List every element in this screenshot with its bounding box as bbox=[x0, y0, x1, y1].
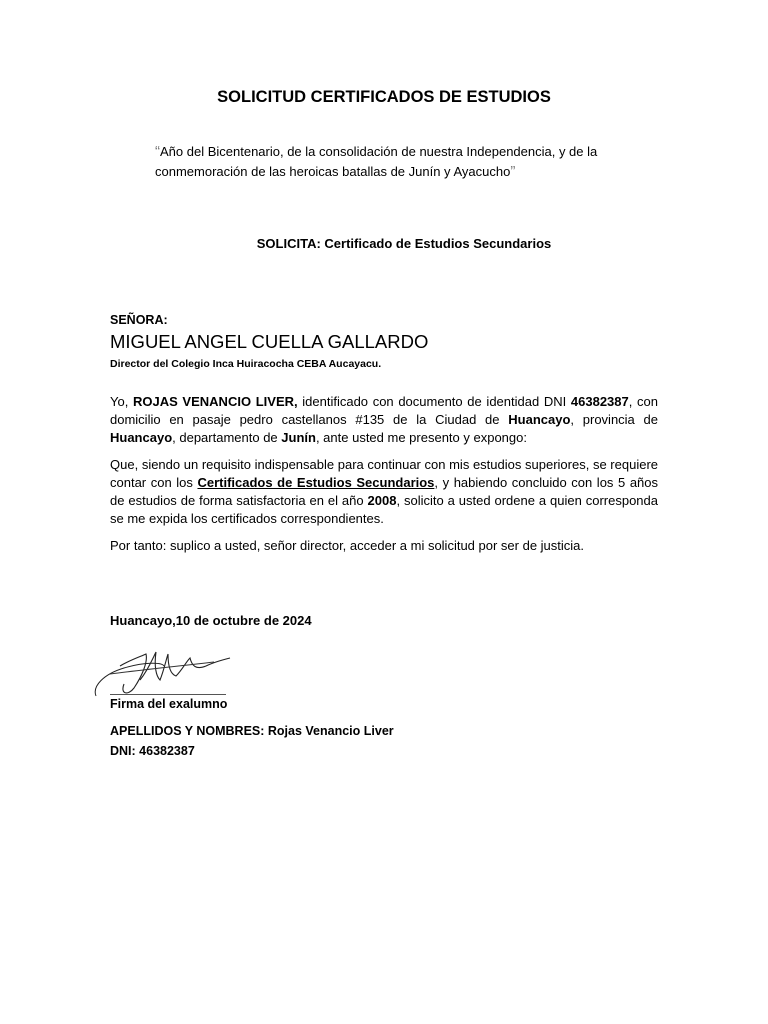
city: Huancayo bbox=[508, 412, 571, 427]
signature-stroke bbox=[140, 652, 230, 680]
signature-label: Firma del exalumno bbox=[110, 697, 228, 711]
text-segment: Yo, bbox=[110, 394, 133, 409]
motto-line-1: Año del Bicentenario, de la consolidación de nuestra Independencia, y de la bbox=[160, 144, 598, 159]
motto-line-2: conmemoración de las heroicas batallas de Junín y Ayacucho bbox=[155, 164, 511, 179]
open-quote: “ bbox=[155, 143, 160, 160]
applicant-full-name: APELLIDOS Y NOMBRES: Rojas Venancio Liver bbox=[110, 724, 394, 738]
graduation-year: 2008 bbox=[367, 493, 397, 508]
recipient-name: MIGUEL ANGEL CUELLA GALLARDO bbox=[110, 331, 429, 352]
close-quote: ” bbox=[510, 163, 516, 180]
requested-certificates: Certificados de Estudios Secundarios bbox=[197, 475, 435, 490]
paragraph-closing: Por tanto: suplico a usted, señor director, acceder a mi solicitud por ser de justicia. bbox=[110, 538, 585, 553]
text-segment: , solicito a usted ordene a quien corresponda se me expida los certificados correspondientes. bbox=[110, 493, 658, 526]
text-segment: , con domicilio en pasaje pedro castellanos #135 de la Ciudad de bbox=[110, 394, 658, 427]
applicant-dni: 46382387 bbox=[570, 394, 629, 409]
paragraph-request bbox=[110, 456, 658, 528]
applicant-name: ROJAS VENANCIO LIVER, bbox=[132, 394, 298, 409]
recipient-role: Director del Colegio Inca Huiracocha CEBA Aucayacu. bbox=[110, 358, 382, 370]
text-segment: Que, siendo un requisito indispensable para continuar con mis estudios superiores, se requiere contar con los bbox=[110, 457, 658, 490]
request-subject: SOLICITA: Certificado de Estudios Secundarios bbox=[256, 236, 552, 251]
paragraph-identification bbox=[110, 393, 658, 447]
document-title: SOLICITUD CERTIFICADOS DE ESTUDIOS bbox=[217, 88, 551, 106]
applicant-dni-line: DNI: 46382387 bbox=[110, 744, 195, 758]
text-segment: , departamento de bbox=[172, 430, 282, 445]
text-segment: identificado con documento de identidad DNI bbox=[297, 394, 571, 409]
signature-line bbox=[110, 694, 226, 695]
signature-stroke bbox=[120, 654, 146, 693]
salutation: SEÑORA: bbox=[110, 313, 168, 327]
province: Huancayo bbox=[110, 430, 173, 445]
text-segment: , y habiendo concluido con los 5 años de estudios de forma satisfactoria en el año bbox=[110, 475, 659, 508]
text-segment: , provincia de bbox=[570, 412, 658, 427]
handwritten-signature bbox=[90, 640, 240, 702]
year-motto bbox=[155, 142, 625, 182]
department: Junín bbox=[281, 430, 316, 445]
text-segment: , ante usted me presento y expongo: bbox=[315, 430, 527, 445]
place-and-date: Huancayo,10 de octubre de 2024 bbox=[110, 613, 312, 628]
signature-stroke bbox=[95, 663, 164, 696]
